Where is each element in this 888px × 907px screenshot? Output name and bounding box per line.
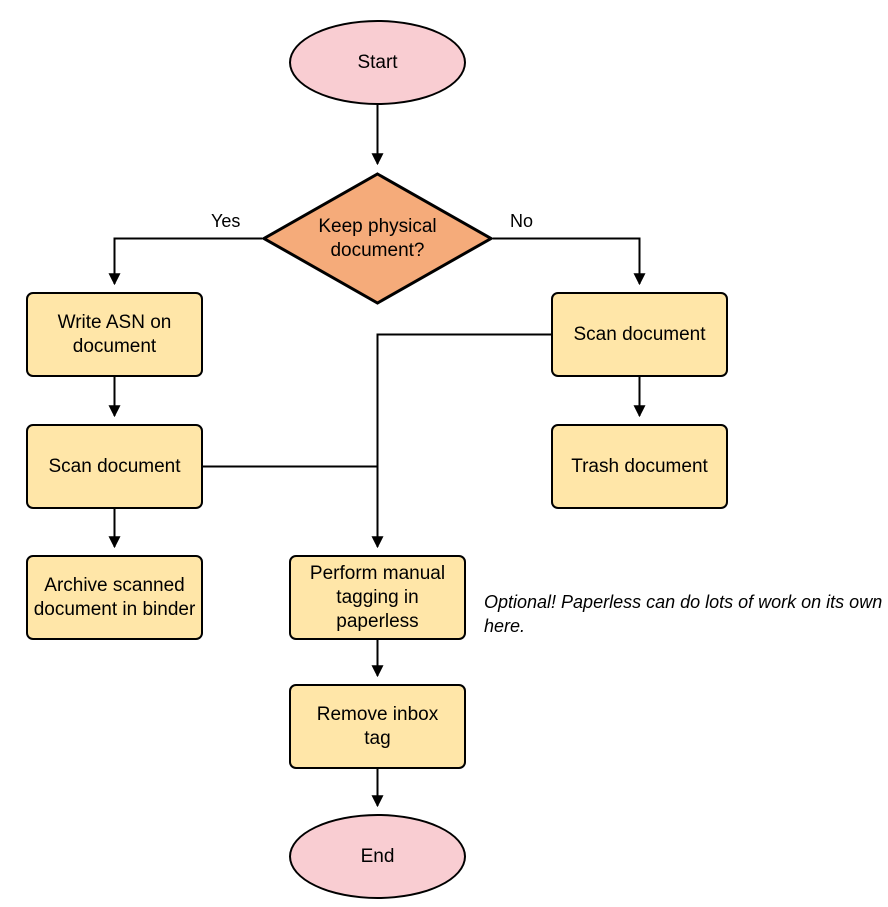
node-keep-physical-document-label: Keep physical document? [318, 215, 437, 261]
node-perform-manual-tagging-label: Perform manual tagging in paperless [309, 562, 446, 632]
node-write-asn-on-document-label: Write ASN on document [57, 311, 172, 357]
node-start-label: Start [357, 51, 398, 73]
edge-keep-no-to-scan-right [493, 239, 640, 285]
node-scan-document-left-label: Scan document [48, 455, 181, 477]
node-perform-manual-tagging[interactable] [289, 555, 466, 640]
node-scan-document-right-label: Scan document [573, 323, 706, 345]
edge-keep-yes-to-write-asn [115, 239, 263, 285]
node-end-label: End [360, 845, 395, 867]
node-remove-inbox-tag-label: Remove inbox tag [316, 703, 439, 749]
optional-note: Optional! Paperless can do lots of work on its own here. [484, 592, 883, 636]
node-trash-document[interactable] [551, 424, 728, 509]
edge-label-yes: Yes [211, 211, 241, 231]
node-archive-scanned-document[interactable] [26, 555, 203, 640]
node-trash-document-label: Trash document [571, 455, 708, 477]
node-start[interactable] [289, 20, 466, 105]
edge-label-no: No [510, 211, 534, 231]
node-remove-inbox-tag[interactable] [289, 684, 466, 769]
edge-scan-right-to-tagging [378, 335, 552, 548]
node-scan-document-left[interactable] [26, 424, 203, 509]
node-keep-physical-document[interactable] [262, 172, 493, 305]
node-write-asn-on-document[interactable] [26, 292, 203, 377]
node-scan-document-right[interactable] [551, 292, 728, 377]
node-end[interactable] [289, 814, 466, 899]
node-archive-scanned-document-label: Archive scanned document in binder [33, 574, 196, 620]
